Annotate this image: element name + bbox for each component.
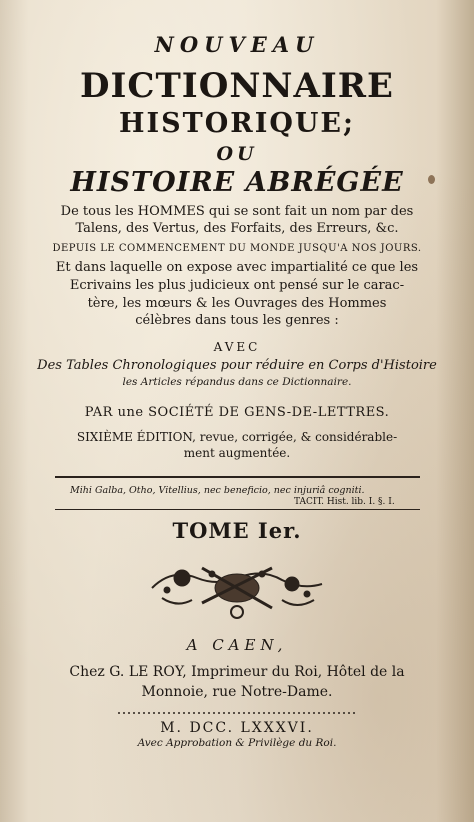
- ornamental-rule: [116, 709, 360, 717]
- title-line-historique: HISTORIQUE;: [119, 108, 355, 139]
- subtitle-avec: AVEC: [213, 340, 261, 354]
- author-line: PAR une SOCIÉTÉ DE GENS-DE-LETTRES.: [84, 405, 390, 420]
- title-line-histoire-abregee: HISTOIRE ABRÉGÉE: [70, 167, 404, 198]
- subtitle-line-1: De tous les HOMMES qui se sont fait un nom par des: [60, 204, 414, 219]
- subtitle-line-5: Ecrivains les plus judicieux ont pensé sur le carac-: [69, 278, 405, 293]
- trophy-vignette-icon: [142, 548, 332, 628]
- edition-line-2: ment augmentée.: [183, 446, 291, 460]
- imprint-printer-line-2: Monnoie, rue Notre-Dame.: [141, 684, 333, 700]
- bottom-rule: [55, 509, 420, 510]
- latin-motto: Mihi Galba, Otho, Vitellius, nec beneficio, nec injuriâ cogniti.: [70, 485, 365, 496]
- imprint-city: A CAEN,: [186, 636, 288, 654]
- subtitle-line-10: les Articles répandus dans ce Dictionnaire.: [122, 376, 352, 388]
- subtitle-line-2: Talens, des Vertus, des Forfaits, des Erreurs, &c.: [75, 221, 399, 236]
- edition-line-1: SIXIÈME ÉDITION, revue, corrigée, & considérable-: [76, 430, 398, 444]
- title-line-dictionnaire: DICTIONNAIRE: [80, 66, 394, 106]
- title-line-ou: OU: [216, 143, 258, 165]
- subtitle-line-3: DEPUIS LE COMMENCEMENT DU MONDE JUSQU'A NOS JOURS.: [52, 243, 422, 254]
- tome-label: TOME Ier.: [172, 518, 302, 543]
- title-line-nouveau: NOUVEAU: [154, 32, 320, 57]
- imprint-approbation: Avec Approbation & Privilège du Roi.: [137, 737, 337, 749]
- motto-source: TACIT. Hist. lib. I. §. I.: [294, 497, 395, 507]
- imprint-date: M. DCC. LXXXVI.: [160, 720, 314, 736]
- subtitle-line-4: Et dans laquelle on expose avec impartialité ce que les: [55, 260, 419, 275]
- imprint-printer-line-1: Chez G. LE ROY, Imprimeur du Roi, Hôtel de la: [69, 664, 405, 680]
- top-rule: [55, 476, 420, 478]
- subtitle-line-9: Des Tables Chronologiques pour réduire en Corps d'Histoire: [37, 358, 437, 373]
- subtitle-line-7: célèbres dans tous les genres :: [135, 313, 339, 328]
- subtitle-line-6: tère, les mœurs & les Ouvrages des Hommes: [87, 296, 387, 311]
